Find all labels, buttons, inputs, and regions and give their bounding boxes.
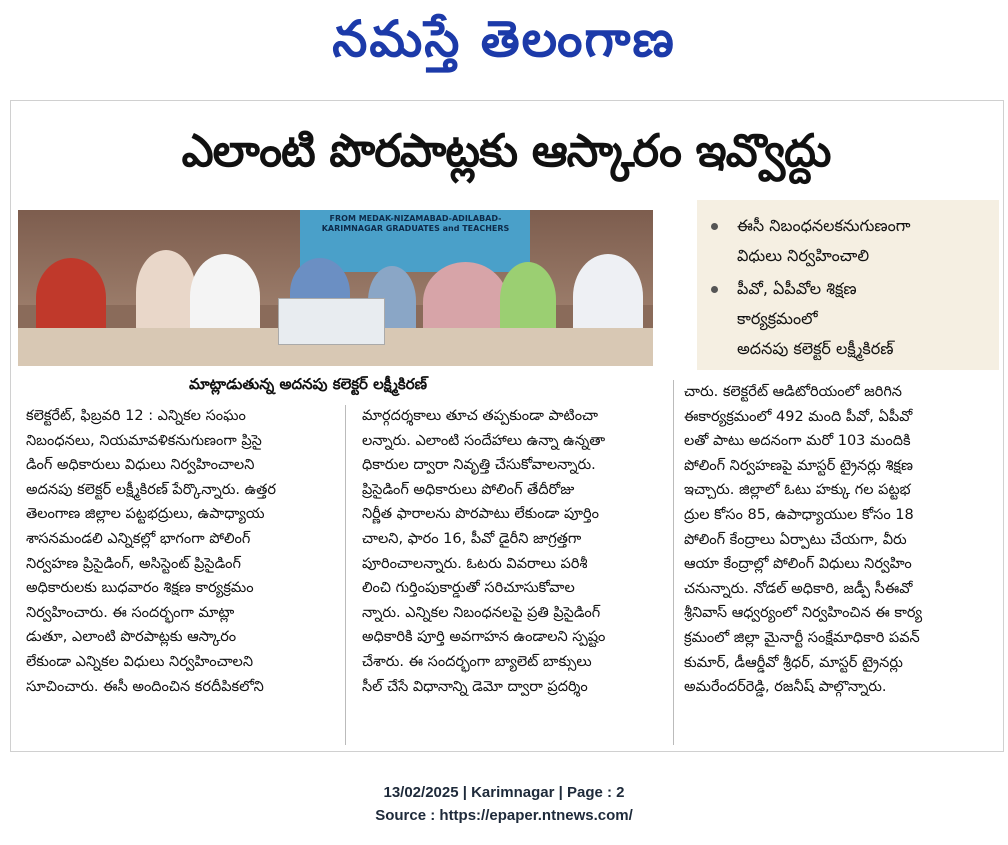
bullet-line: పీవో, ఏపీవోల శిక్షణ — [737, 279, 857, 298]
article-column-3 — [684, 380, 922, 700]
text-line: చారు. కలెక్టరేట్ ఆడిటోరియంలో జరిగిన — [684, 384, 902, 400]
text-line: పోలింగ్ నిర్వహణపై మాస్టర్ ట్రైనర్లు శిక్షణ — [684, 457, 913, 474]
bullet-line: ఈసీ నిబంధనలకనుగుణంగా — [737, 216, 911, 235]
text-line: నిర్వహణ ప్రిసైడింగ్, అసిస్టెంట్ ప్రిసైడింగ్ — [26, 555, 241, 572]
bullet-dot-icon — [711, 286, 718, 293]
text-line: నిబంధనలు, నియమావళికనుగుణంగా ప్రిసై — [26, 432, 262, 449]
text-line: క్రమంలో జిల్లా మైనార్టీ సంక్షేమాధికారి పవన్ — [684, 629, 920, 646]
text-line: అదనపు కలెక్టర్ లక్ష్మీకిరణ్ పేర్కొన్నారు. ఉత్తర — [26, 481, 277, 498]
text-line: శాసనమండలి ఎన్నికల్లో భాగంగా పోలింగ్ — [26, 530, 251, 547]
text-line: కలెక్టరేట్, ఫిబ్రవరి 12 : ఎన్నికల సంఘం — [26, 408, 246, 424]
text-line: మార్గదర్శకాలు తూచ తప్పకుండా పాటించా — [362, 408, 599, 424]
bullet-line: కార్యక్రమంలో — [737, 309, 818, 328]
bullet-line: విధులు నిర్వహించాలి — [737, 246, 870, 265]
column-divider — [345, 405, 346, 745]
text-line: నిర్వహించారు. ఈ సందర్భంగా మాట్లా — [26, 604, 235, 621]
text-line: పోలింగ్ కేంద్రాలు ఏర్పాటు చేయగా, వీరు — [684, 531, 907, 548]
text-line: పూరించాలన్నారు. ఓటరు వివరాలు పరిశీ — [362, 555, 588, 572]
article-column-2 — [362, 404, 605, 699]
text-line: చేశారు. ఈ సందర్భంగా బ్యాలెట్ బాక్సులు — [362, 653, 592, 670]
text-line: చనున్నారు. నోడల్ అధికారి, జడ్పీ సీఈవో — [684, 580, 913, 597]
text-line: అమరేందర్‌రెడ్డి, రజనీష్ పాల్గొన్నారు. — [684, 679, 887, 696]
text-line: న్నారు. ఎన్నికల నిబంధనలపై ప్రతి ప్రిసైడింగ్ — [362, 604, 601, 621]
text-line: చాలని, ఫారం 16, పీవో డైరీని జాగ్రత్తగా — [362, 530, 582, 547]
photo-caption: మాట్లాడుతున్న అదనపు కలెక్టర్ లక్ష్మీకిరణ్ — [189, 375, 428, 393]
text-line: ఈకార్యక్రమంలో 492 మంది పీవో, ఏపీవో — [684, 408, 913, 425]
text-line: అధికారులకు బుధవారం శిక్షణ కార్యక్రమం — [26, 580, 254, 597]
text-line: కుమార్, డీఆర్డీవో శ్రీధర్, మాస్టర్ ట్రైనర్లు — [684, 654, 903, 671]
text-line: ప్రిసైడింగ్ అధికారులు పోలింగ్ తేదీరోజు — [362, 481, 575, 498]
headline: ఎలాంటి పొరపాట్లకు ఆస్కారం ఇవ్వొద్దు — [181, 124, 831, 177]
footer-date-page: 13/02/2025 | Karimnagar | Page : 2 — [383, 784, 625, 801]
text-line: ధికారుల ద్వారా నివృత్తి చేసుకోవాలన్నారు. — [362, 457, 596, 474]
text-line: డింగ్ అధికారులు విధులు నిర్వహించాలని — [26, 457, 255, 474]
text-line: నిర్ణీత ఫారాలను పొరపాటు లేకుండా పూర్తిం — [362, 506, 599, 523]
text-line: అధికారికి పూర్తి అవగాహన ఉండాలని స్పష్టం — [362, 629, 606, 646]
text-line: ఇచ్చారు. జిల్లాలో ఓటు హక్కు గల పట్టభ — [684, 482, 911, 499]
banner-text: FROM MEDAK-NIZAMABAD-ADILABAD-KARIMNAGAR GRADUATES and TEACHERS — [321, 214, 510, 233]
text-line: డుతూ, ఎలాంటి పొరపాట్లకు ఆస్కారం — [26, 629, 237, 646]
footer-source: Source : https://epaper.ntnews.com/ — [375, 807, 633, 824]
text-line: సూచించారు. ఈసీ అందించిన కరదీపికలోని — [26, 678, 264, 695]
text-line: లేకుండా ఎన్నికల విధులు నిర్వహించాలని — [26, 653, 254, 670]
bullet-line: అదనపు కలెక్టర్ లక్ష్మీకిరణ్ — [737, 339, 894, 358]
text-line: లించి గుర్తింపుకార్డుతో సరిచూసుకోవాల — [362, 580, 575, 597]
text-line: సీల్ చేసే విధానాన్ని డెమో ద్వారా ప్రదర్శిం — [362, 678, 588, 695]
laptop — [278, 298, 385, 345]
text-line: శ్రీనివాస్ ఆధ్వర్యంలో నిర్వహించిన ఈ కార్య — [684, 605, 923, 622]
article-column-1 — [26, 404, 276, 699]
text-line: ద్రుల కోసం 85, ఉపాధ్యాయుల కోసం 18 — [684, 506, 914, 523]
text-line: తెలంగాణ జిల్లాల పట్టభద్రులు, ఉపాధ్యాయ — [26, 506, 265, 523]
highlights-box — [697, 200, 999, 370]
text-line: లన్నారు. ఎలాంటి సందేహాలు ఉన్నా ఉన్నతా — [362, 432, 606, 449]
text-line: లతో పాటు అదనంగా మరో 103 మందికి — [684, 433, 911, 450]
bullet-dot-icon — [711, 223, 718, 230]
column-divider — [673, 380, 674, 745]
text-line: ఆయా కేంద్రాల్లో పోలింగ్ విధులు నిర్వహిం — [684, 556, 912, 573]
news-photo — [18, 210, 653, 366]
masthead-logo: నమస్తే తెలంగాణ — [332, 10, 676, 68]
